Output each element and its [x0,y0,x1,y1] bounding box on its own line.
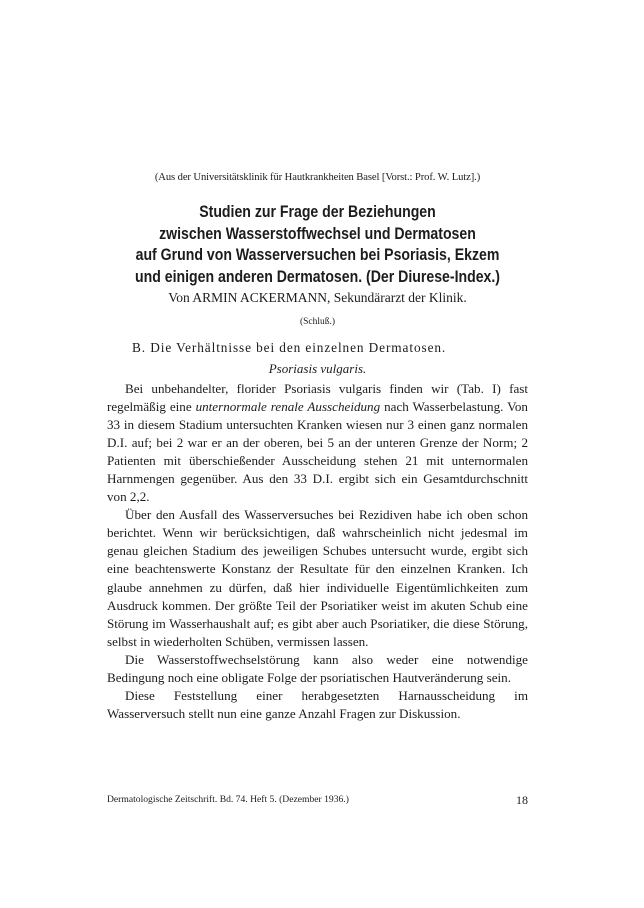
title-line: Studien zur Frage der Beziehungen [199,203,436,221]
author-line: Von ARMIN ACKERMANN, Sekundärarzt der Klinik. [168,290,467,305]
body-text [107,380,528,723]
title-line: auf Grund von Wasserversuchen bei Psoriasis, Ekzem [135,246,500,264]
paragraph-text: nach Wasserbelastung. Von 33 in diesem Stadium untersuchten Kranken wiesen nur 3 einen ganz normalen D.I. auf; bei 2 war er an der oberen, bei 5 an der unteren Grenze der Norm; 2 Patienten mit überschießender Ausscheidung stehen 21 mit unternormalen Harnmengen gegenüber. Aus den 33 D.I. ergibt sich ein Gesamtdurchschnitt von 2,2. [107,399,528,505]
paragraph: Diese Feststellung einer herabgesetzten Harnausscheidung im Wasserversuch stellt nun eine ganze Anzahl Fragen zur Diskussion. [107,687,528,721]
article-title [127,202,508,288]
affiliation-line: (Aus der Universitätsklinik für Hautkrankheiten Basel [Vorst.: Prof. W. Lutz].) [154,172,481,183]
paragraph-text: Bei unbehandelter, florider Psoriasis vulgaris finden wir (Tab. I) fast regelmäßig eine [107,381,528,415]
section-heading: B. Die Verhältnisse bei den einzelnen Dermatosen. [132,340,447,355]
page-footer [107,794,528,805]
paragraph [107,380,528,506]
journal-citation: Dermatologische Zeitschrift. Bd. 74. Heft 5. (Dezember 1936.) [107,794,349,805]
emphasis-text: unternormale renale Ausscheidung [195,399,381,415]
title-line: zwischen Wasserstoffwechsel und Dermatosen [159,224,476,243]
continuation-note: (Schluß.) [299,317,336,327]
paragraph: Über den Ausfall des Wasserversuches bei Rezidiven habe ich oben schon berichtet. Wenn wir berücksichtigen, daß wahrscheinlich nicht jedesmal im genau gleichen Stadium des jeweiligen Schubes untersucht wurde, ergibt sich eine beachtenswerte Konstanz der Resultate für den einzelnen Kranken. Ich glaube annehmen zu dürfen, daß hier individuelle Eigentümlichkeiten zum Ausdruck kommen. Der größte Teil der Psoriatiker weist im akuten Schub eine Störung im Wasserhaushalt auf; es gibt aber auch Psoriatiker, die diese Störung, selbst in wiederholten Schüben, vermissen lassen. [107,507,528,649]
subsection-heading: Psoriasis vulgaris. [268,361,367,376]
title-line: und einigen anderen Dermatosen. (Der Diurese-Index.) [134,267,501,286]
page-number: 18 [516,793,528,807]
paragraph: Die Wasserstoffwechselstörung kann also weder eine notwendige Bedingung noch eine obligate Folge der psoriatischen Hautveränderung sein. [107,651,528,685]
